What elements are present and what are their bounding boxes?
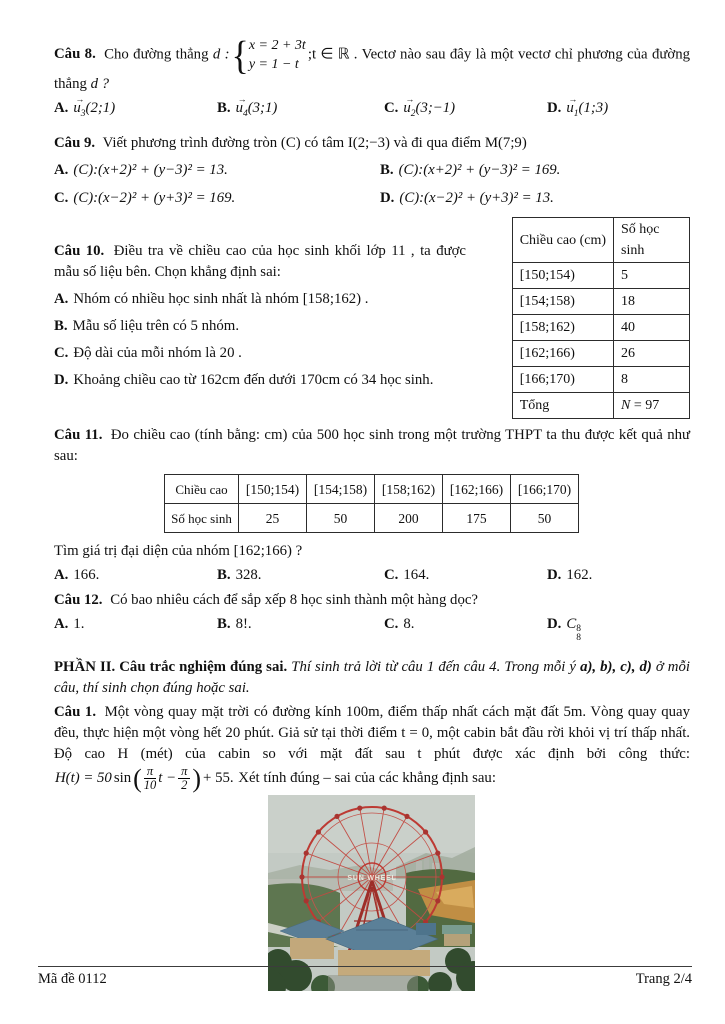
option-12a: [54, 614, 217, 643]
option-11d: [547, 565, 690, 586]
table-cell: 26: [614, 341, 690, 367]
option-letter: C.: [384, 100, 399, 116]
vector-base: u: [73, 100, 81, 116]
table-cell: 5: [614, 263, 690, 289]
option-text: Độ dài của mỗi nhóm là 20 .: [73, 345, 242, 361]
table-header-row: [512, 218, 689, 263]
question-10-body: [54, 217, 466, 419]
option-8d: [547, 94, 690, 125]
question-8-stem: Cho đường thẳng: [104, 46, 209, 63]
option-text: (C):(x−2)² + (y+3)² = 13.: [399, 190, 554, 206]
table-row-label: Số học sinh: [165, 504, 239, 533]
option-text: 166.: [73, 567, 100, 583]
table-cell: 50: [307, 504, 375, 533]
option-9c: [54, 188, 380, 209]
option-11a: [54, 565, 217, 586]
table-row-label: Chiều cao: [165, 475, 239, 504]
option-10b: [54, 316, 466, 337]
option-letter: D.: [380, 190, 395, 206]
roof-tower: [416, 923, 436, 935]
fraction-pi-over-2: [178, 765, 190, 792]
system-line-1: x = 2 + 3t: [248, 38, 306, 53]
vector-base: u: [235, 100, 243, 116]
part-2-note-cont: ở mỗi câu, thí sinh chọn đúng hoặc sai.: [54, 659, 690, 696]
option-12d: [547, 614, 690, 643]
table-cell: [614, 393, 690, 419]
table-cell: 40: [614, 315, 690, 341]
combination-indices: [576, 625, 581, 643]
question-12-stem: Có bao nhiêu cách để sắp xếp 8 học sinh thành một hàng dọc?: [110, 592, 478, 608]
option-letter: D.: [54, 372, 69, 388]
question-11-options: [54, 565, 690, 586]
option-text: 164.: [403, 567, 430, 583]
question-9-label: Câu 9.: [54, 135, 96, 151]
t-domain: ;t ∈ ℝ .: [307, 46, 358, 63]
formula-middle: t −: [158, 770, 177, 787]
fraction-denominator: 2: [181, 778, 188, 793]
fraction-denominator: 10: [143, 778, 157, 793]
table-row: [165, 475, 579, 504]
formula-sin: sin: [113, 770, 132, 787]
vector-arrow-icon: →: [75, 94, 85, 104]
option-letter: C.: [54, 190, 69, 206]
vector-subscript: 4: [242, 109, 248, 119]
vector-symbol: [73, 94, 85, 119]
option-letter: B.: [54, 318, 68, 334]
option-letter: D.: [547, 616, 562, 632]
table-cell: 175: [443, 504, 511, 533]
option-10d: [54, 370, 466, 391]
vector-coords: (2;1): [85, 100, 116, 116]
question-10-label: Câu 10.: [54, 243, 105, 259]
table-header-cell: Chiều cao (cm): [512, 218, 613, 263]
table-cell: 50: [511, 504, 579, 533]
fraction-pi-over-10: [144, 765, 157, 792]
option-11c: [384, 565, 547, 586]
total-variable: N: [621, 398, 631, 413]
option-10c: [54, 343, 466, 364]
table-cell: [158;162): [512, 315, 613, 341]
question-10-stem-para: [54, 241, 466, 283]
question-8: [54, 32, 691, 95]
fraction-numerator: π: [144, 765, 157, 779]
system-brace: {: [231, 32, 249, 78]
question-12-options: [54, 614, 690, 643]
vector-base: u: [403, 100, 411, 116]
system-lines: [249, 36, 306, 74]
table-cell: 8: [614, 367, 690, 393]
math-d-question: d ?: [90, 76, 110, 92]
option-letter: B.: [217, 567, 231, 583]
height-formula: [54, 765, 235, 792]
part2-question-1: [54, 702, 690, 792]
option-8b: [217, 94, 384, 125]
formula-suffix: + 55.: [203, 770, 234, 787]
sky-upper: [268, 795, 475, 853]
question-10: [54, 217, 690, 419]
sun-wheel-sign: SUN WHEEL: [347, 875, 397, 883]
height-frequency-table: [512, 217, 690, 419]
vector-subscript: 3: [80, 109, 86, 119]
part-2-heading: PHẦN II. Câu trắc nghiệm đúng sai.: [54, 659, 288, 675]
option-letter: A.: [54, 100, 69, 116]
math-d-label: d :: [212, 46, 230, 63]
table-row: [512, 289, 689, 315]
table-total-row: [512, 393, 689, 419]
option-11b: [217, 565, 384, 586]
vector-subscript: 1: [573, 109, 579, 119]
page-footer: [38, 966, 692, 988]
vector-symbol: [235, 94, 247, 119]
vector-subscript: 2: [410, 109, 416, 119]
option-9b: [380, 160, 690, 181]
height-frequency-table-wrap: [512, 217, 690, 419]
system-line-2: y = 1 − t: [248, 57, 299, 72]
vector-symbol: [566, 94, 578, 119]
option-letter: A.: [54, 616, 69, 632]
part2-question-1-label: Câu 1.: [54, 704, 97, 720]
vector-base: u: [566, 100, 574, 116]
vector-symbol: [403, 94, 415, 119]
table-cell: 25: [239, 504, 307, 533]
table-cell: [150;154): [239, 475, 307, 504]
option-text: 8.: [403, 616, 415, 632]
table-cell: [154;158): [307, 475, 375, 504]
option-8c: [384, 94, 547, 125]
vector-coords: (3;1): [247, 100, 278, 116]
vector-arrow-icon: →: [405, 94, 415, 104]
vector-arrow-icon: →: [568, 94, 578, 104]
right-building-wall: [444, 934, 470, 946]
option-9a: [54, 160, 380, 181]
table-row: [512, 315, 689, 341]
table-cell: [150;154): [512, 263, 613, 289]
table-row: [165, 504, 579, 533]
option-text: (C):(x−2)² + (y+3)² = 169.: [73, 190, 236, 206]
table-cell: 18: [614, 289, 690, 315]
part-2-heading-para: [54, 657, 690, 699]
table-cell: [166;170): [512, 367, 613, 393]
table-row: [512, 341, 689, 367]
table-row: [512, 263, 689, 289]
option-9d: [380, 188, 690, 209]
question-9-options: [54, 160, 690, 209]
part-2-note: Thí sinh trả lời từ câu 1 đến câu 4. Trong mỗi ý: [291, 659, 581, 675]
option-text: (C):(x+2)² + (y−3)² = 13.: [73, 162, 228, 178]
table-cell: [162;166): [512, 341, 613, 367]
question-11: [54, 425, 690, 467]
formula-rparen: ): [192, 763, 202, 793]
question-11-subquestion: Tìm giá trị đại diện của nhóm [162;166) ?: [54, 543, 303, 559]
subscript: 8: [576, 633, 582, 643]
footer-page-number: Trang 2/4: [635, 971, 692, 987]
option-letter: C.: [384, 616, 399, 632]
option-text: 8!.: [235, 616, 252, 632]
left-building-wall: [290, 938, 334, 959]
table-cell: 200: [375, 504, 443, 533]
option-text: 1.: [73, 616, 85, 632]
table-cell: [158;162): [375, 475, 443, 504]
formula-prefix: H(t) = 50: [55, 770, 112, 787]
table-cell: Tổng: [512, 393, 613, 419]
footer-exam-code: Mã đề 0112: [38, 971, 107, 987]
total-value: = 97: [630, 398, 660, 413]
vector-coords: (1;3): [578, 100, 609, 116]
fraction-numerator: π: [178, 765, 190, 779]
vector-arrow-icon: →: [237, 94, 247, 104]
option-letter: A.: [54, 162, 69, 178]
option-text: 328.: [235, 567, 262, 583]
table-cell: [154;158): [512, 289, 613, 315]
option-text: (C):(x+2)² + (y−3)² = 169.: [398, 162, 561, 178]
option-letter: B.: [217, 616, 231, 632]
part2-question-1-text-cont: Xét tính đúng – sai của các khẳng định sau:: [238, 770, 496, 787]
right-building-roof: [442, 925, 472, 934]
vector-coords: (3;−1): [415, 100, 456, 116]
question-9-stem: Viết phương trình đường tròn (C) có tâm I(2;−3) và đi qua điểm M(7;9): [102, 135, 527, 151]
option-letter: A.: [54, 291, 69, 307]
option-text: Nhóm có nhiều học sinh nhất là nhóm [158;162) .: [73, 291, 369, 307]
question-8-stem-cont: Vectơ nào sau đây là một vectơ chỉ phương của đường thẳng: [54, 46, 691, 92]
equation-system: [231, 32, 306, 78]
table-row: [512, 367, 689, 393]
option-8a: [54, 94, 217, 125]
option-12c: [384, 614, 547, 643]
option-letter: B.: [380, 162, 394, 178]
option-10a: [54, 289, 466, 310]
option-12b: [217, 614, 384, 643]
table-header-cell: Số học sinh: [614, 218, 690, 263]
superscript: 8: [576, 624, 582, 634]
option-letter: B.: [217, 100, 231, 116]
table-cell: [166;170): [511, 475, 579, 504]
part2-question-1-text: Một vòng quay mặt trời có đường kính 100m, điểm thấp nhất cách mặt đất 5m. Vòng quay quay đều, thực hiện một vòng hết 20 phút. Giả sử tại thời điểm t = 0, một cabin bắt đầu rời khỏi vị trí thấp nhất. Độ cao H (mét) của cabin so với mặt đất sau t phút được xác định bởi công thức:: [54, 704, 690, 762]
combination-symbol: C: [566, 616, 577, 632]
option-text: 162.: [566, 567, 593, 583]
question-12: [54, 590, 690, 611]
question-11-label: Câu 11.: [54, 427, 103, 443]
question-8-label: Câu 8.: [54, 46, 96, 63]
question-11-stem: Đo chiều cao (tính bằng: cm) của 500 học sinh trong một trường THPT ta thu được kết quả như sau:: [54, 427, 691, 464]
ferris-wheel-photo: [268, 795, 475, 991]
option-letter: C.: [384, 567, 399, 583]
option-letter: A.: [54, 567, 69, 583]
part-2-note-items: a), b), c), d): [580, 659, 652, 675]
table-cell: [162;166): [443, 475, 511, 504]
option-letter: D.: [547, 100, 562, 116]
height-distribution-table: [164, 474, 579, 533]
question-10-stem: Điều tra về chiều cao của học sinh khối lớp 11 , ta được mẫu số liệu bên. Chọn khẳng định sai:: [54, 243, 467, 280]
option-text: Mẫu số liệu trên có 5 nhóm.: [72, 318, 240, 334]
option-letter: C.: [54, 345, 69, 361]
option-text: Khoảng chiều cao từ 162cm đến dưới 170cm có 34 học sinh.: [73, 372, 434, 388]
option-letter: D.: [547, 567, 562, 583]
question-12-label: Câu 12.: [54, 592, 103, 608]
question-8-options: [54, 94, 690, 125]
formula-lparen: (: [133, 763, 142, 793]
question-9: [54, 133, 690, 154]
